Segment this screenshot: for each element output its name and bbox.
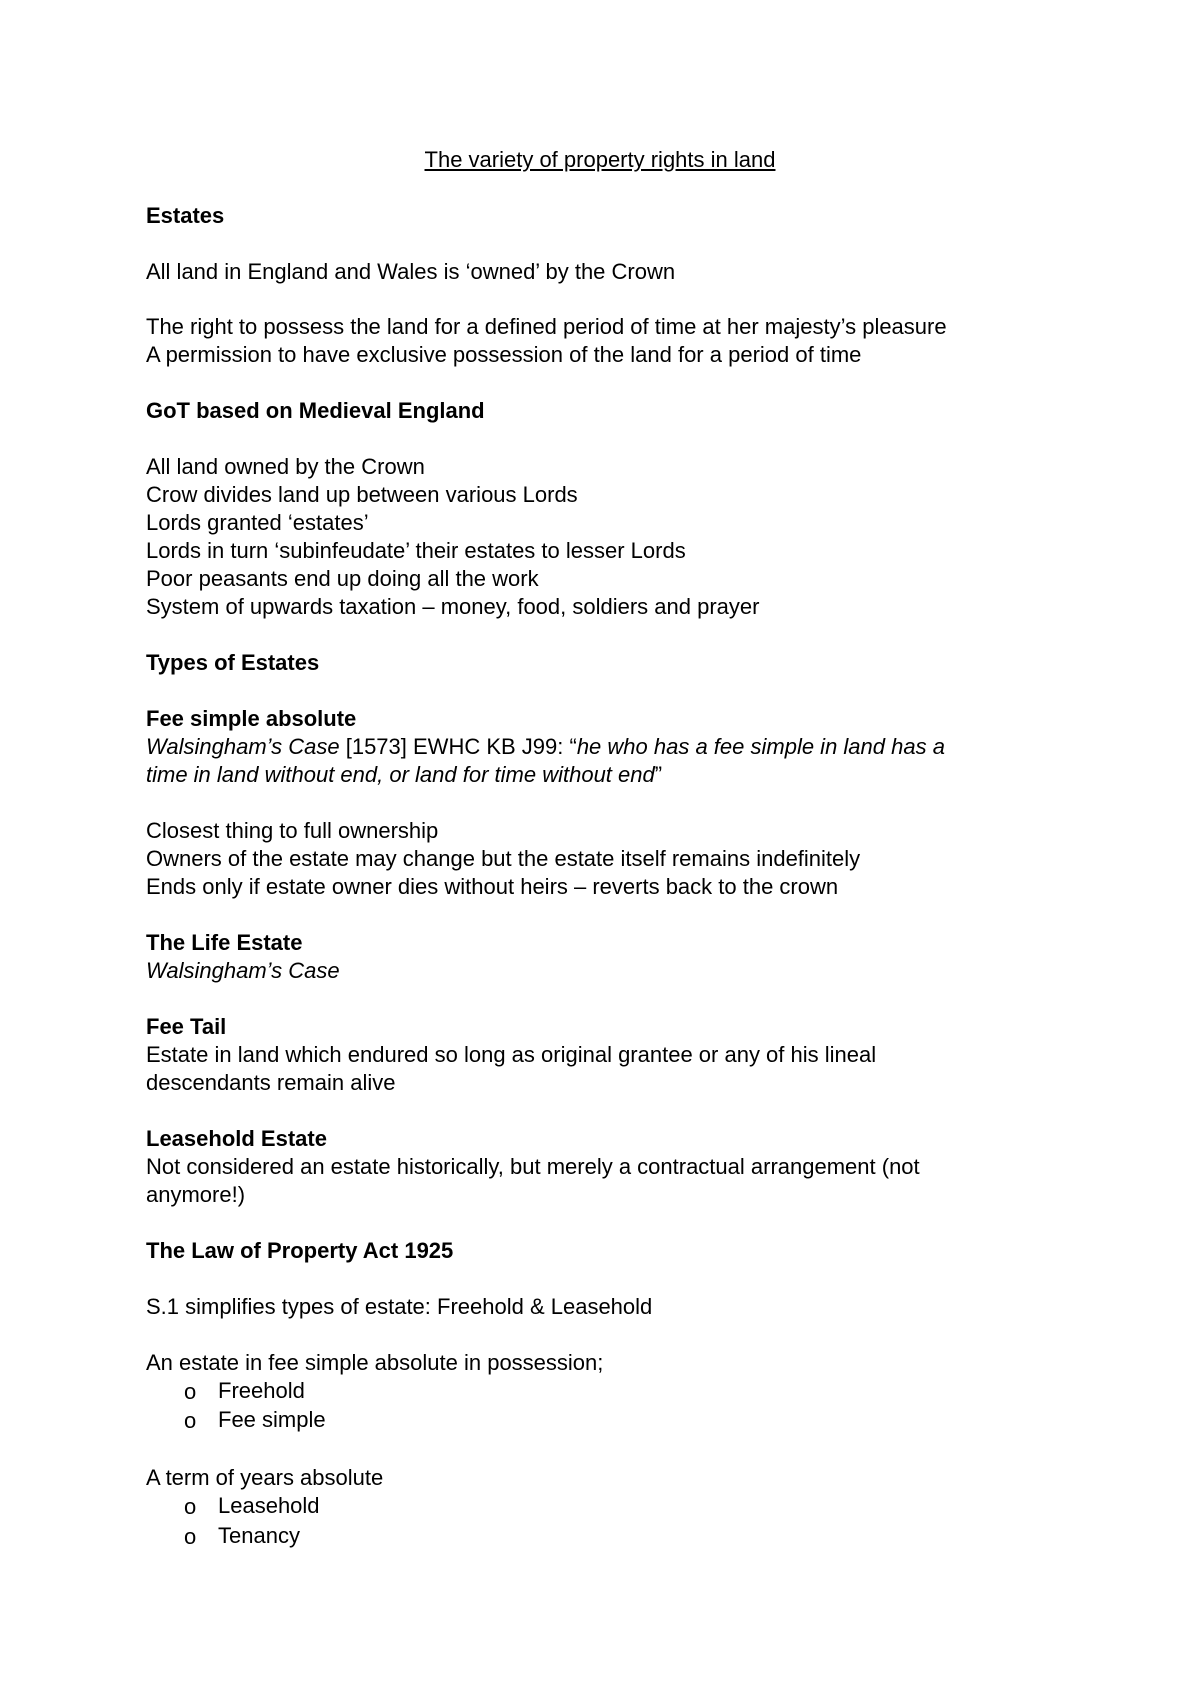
heading-estates: Estates: [146, 203, 225, 228]
heading-leasehold-estate: Leasehold Estate: [146, 1126, 327, 1151]
list-line: Crow divides land up between various Lords: [146, 482, 578, 507]
paragraph: An estate in fee simple absolute in possession;: [146, 1350, 604, 1375]
case-name: Walsingham’s Case: [146, 958, 340, 983]
quote-close: ”: [654, 762, 663, 787]
case-citation-line: [146, 733, 945, 761]
heading-got: GoT based on Medieval England: [146, 398, 485, 423]
paragraph: Not considered an estate historically, but merely a contractual arrangement (not: [146, 1154, 920, 1179]
bullet-marker: o: [184, 1379, 197, 1404]
bullet-item: Tenancy: [218, 1523, 300, 1548]
paragraph: S.1 simplifies types of estate: Freehold & Leasehold: [146, 1294, 653, 1319]
paragraph: A term of years absolute: [146, 1465, 384, 1490]
paragraph: descendants remain alive: [146, 1070, 396, 1095]
citation: [1573] EWHC KB J99: “: [339, 734, 577, 759]
list-line: Closest thing to full ownership: [146, 818, 439, 843]
heading-types-of-estates: Types of Estates: [146, 650, 320, 675]
bullet-marker: o: [184, 1494, 197, 1519]
paragraph: The right to possess the land for a defined period of time at her majesty’s pleasure: [146, 314, 947, 339]
bullet-item: Fee simple: [218, 1407, 326, 1432]
list-line: Lords granted ‘estates’: [146, 510, 369, 535]
bullet-item: Leasehold: [218, 1493, 320, 1518]
quote-continuation: [146, 761, 662, 789]
list-line: Owners of the estate may change but the estate itself remains indefinitely: [146, 846, 861, 871]
heading-fee-simple-absolute: Fee simple absolute: [146, 706, 357, 731]
quote-text: he who has a fee simple in land has a: [576, 734, 945, 759]
list-line: Poor peasants end up doing all the work: [146, 566, 539, 591]
list-line: Ends only if estate owner dies without heirs – reverts back to the crown: [146, 874, 839, 899]
list-line: All land owned by the Crown: [146, 454, 425, 479]
list-line: Lords in turn ‘subinfeudate’ their estates to lesser Lords: [146, 538, 686, 563]
paragraph: All land in England and Wales is ‘owned’ by the Crown: [146, 259, 676, 284]
heading-fee-tail: Fee Tail: [146, 1014, 227, 1039]
case-name: Walsingham’s Case: [146, 734, 340, 759]
quote-text: time in land without end, or land for time without end: [146, 762, 655, 787]
document-title: The variety of property rights in land: [424, 147, 776, 172]
heading-law-of-property-act: The Law of Property Act 1925: [146, 1238, 454, 1263]
list-line: System of upwards taxation – money, food, soldiers and prayer: [146, 594, 760, 619]
paragraph: Estate in land which endured so long as original grantee or any of his lineal: [146, 1042, 877, 1067]
paragraph: anymore!): [146, 1182, 246, 1207]
bullet-item: Freehold: [218, 1378, 305, 1403]
bullet-marker: o: [184, 1524, 197, 1549]
paragraph: A permission to have exclusive possession of the land for a period of time: [146, 342, 862, 367]
heading-life-estate: The Life Estate: [146, 930, 303, 955]
bullet-marker: o: [184, 1408, 197, 1433]
